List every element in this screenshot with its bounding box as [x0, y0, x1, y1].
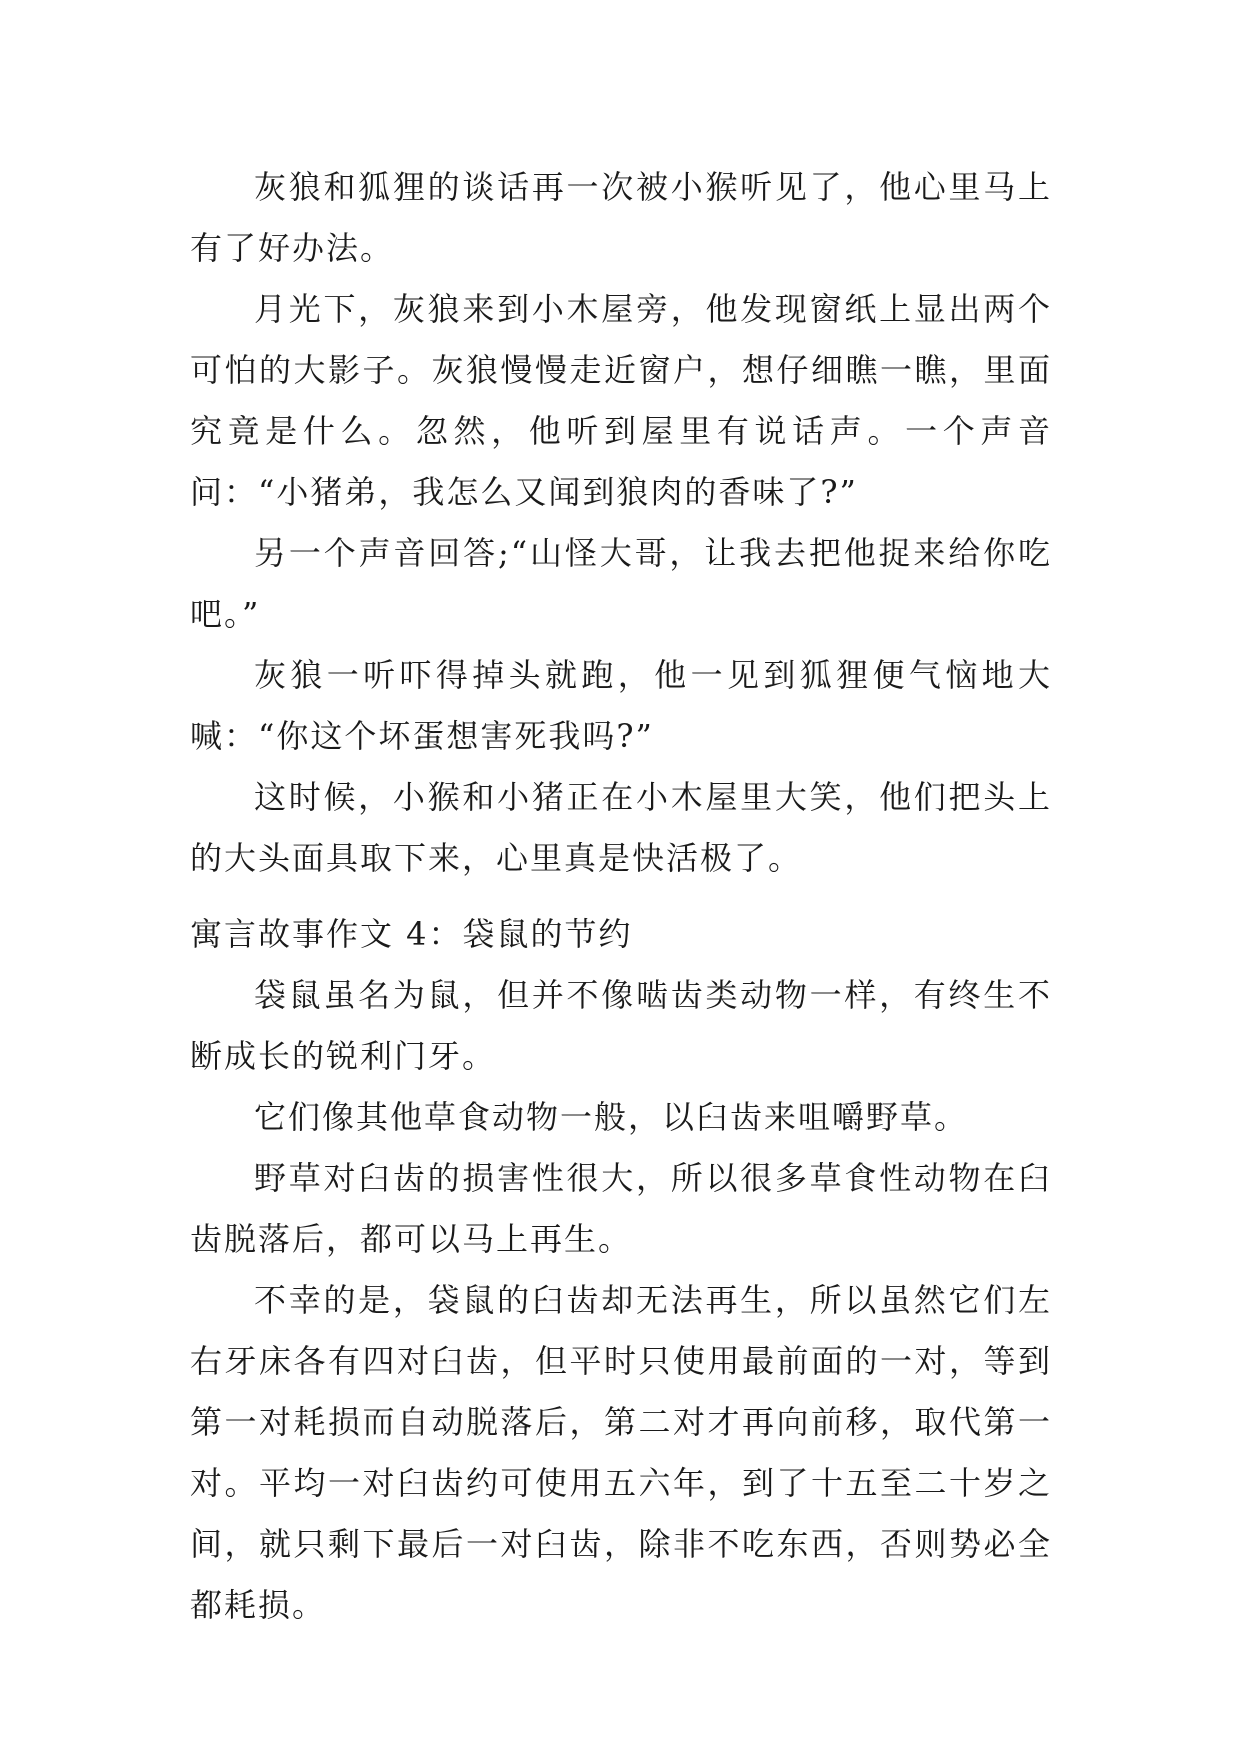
essay-section	[190, 904, 1052, 1636]
story-paragraph-3: 另一个声音回答;“山怪大哥，让我去把他捉来给你吃吧。”	[190, 534, 1052, 633]
story-paragraph-5: 这时候，小猴和小猪正在小木屋里大笑，他们把头上的大头面具取下来，心里真是快活极了。	[190, 778, 1052, 877]
story-paragraph-1: 灰狼和狐狸的谈话再一次被小猴听见了，他心里马上有了好办法。	[190, 168, 1052, 267]
essay-heading: 寓言故事作文 4：袋鼠的节约	[190, 915, 633, 953]
essay-paragraph-1: 袋鼠虽名为鼠，但并不像啮齿类动物一样，有终生不断成长的锐利门牙。	[190, 976, 1052, 1075]
essay-paragraph-2: 它们像其他草食动物一般，以臼齿来咀嚼野草。	[254, 1098, 969, 1136]
story-paragraph-4: 灰狼一听吓得掉头就跑，他一见到狐狸便气恼地大喊：“你这个坏蛋想害死我吗?”	[190, 656, 1052, 755]
essay-paragraph-3: 野草对臼齿的损害性很大，所以很多草食性动物在臼齿脱落后，都可以马上再生。	[190, 1159, 1052, 1258]
story-paragraph-2: 月光下，灰狼来到小木屋旁，他发现窗纸上显出两个可怕的大影子。灰狼慢慢走近窗户，想仔细瞧一瞧，里面究竟是什么。忽然，他听到屋里有说话声。一个声音问：“小猪弟，我怎么又闻到狼肉的香味了?”	[190, 290, 1052, 511]
essay-paragraph-4: 不幸的是，袋鼠的臼齿却无法再生，所以虽然它们左右牙床各有四对臼齿，但平时只使用最前面的一对，等到第一对耗损而自动脱落后，第二对才再向前移，取代第一对。平均一对臼齿约可使用五六年，到了十五至二十岁之间，就只剩下最后一对臼齿，除非不吃东西，否则势必全都耗损。	[190, 1281, 1052, 1624]
story-section	[190, 157, 1052, 889]
